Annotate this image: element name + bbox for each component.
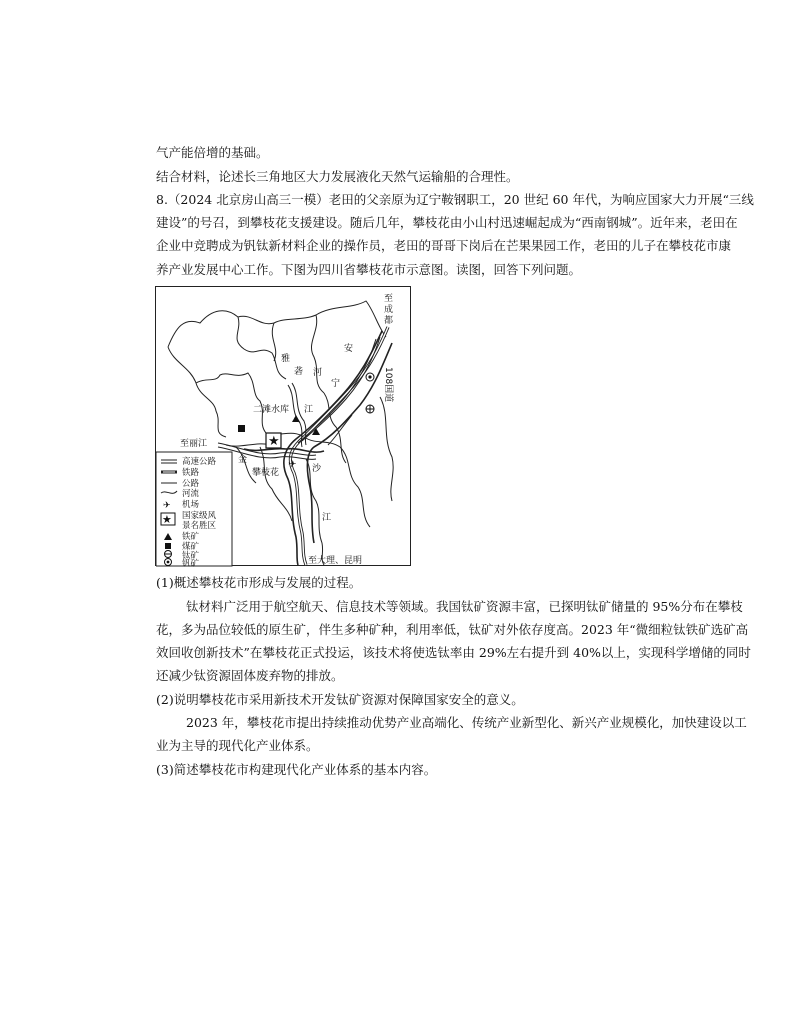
paragraph-line: 2023 年，攀枝花市提出持续推动优势产业高端化、传统产业新型化、新兴产业规模化，加快建设以工 bbox=[186, 715, 747, 730]
map-label-road-108: 108国道 bbox=[383, 367, 393, 403]
question-8-line: 企业中竞聘成为钒钛新材料企业的操作员，老田的哥哥下岗后在芒果果园工作，老田的儿子在攀枝花市康 bbox=[156, 238, 732, 253]
legend-railway: 铁路 bbox=[182, 468, 200, 478]
map-label-to-lijiang: 至丽江 bbox=[180, 439, 208, 449]
map-label-ertan-reservoir: 二滩水库 bbox=[253, 405, 290, 415]
legend-scenic-area: 国家级风 bbox=[182, 511, 217, 521]
svg-text:✈: ✈ bbox=[163, 501, 171, 511]
legend-vanadium-mine: 钒矿 bbox=[182, 559, 200, 567]
map-label-ning: 宁 bbox=[331, 379, 341, 389]
legend-scenic-area-2: 景名胜区 bbox=[182, 521, 217, 531]
map-label-he: 河 bbox=[313, 368, 323, 378]
paragraph-line: 花，多为品位较低的原生矿，伴生多种矿种，利用率低，钛矿对外依存度高。2023 年“微细粒钛铁矿选矿高 bbox=[156, 622, 749, 637]
map-label-jin: 金 bbox=[238, 455, 248, 465]
map-label-chengdu: 都 bbox=[384, 316, 394, 326]
airport-icon: ✈ bbox=[288, 459, 297, 470]
text-line: 气产能倍增的基础。 bbox=[156, 145, 269, 160]
map-label-ya: 雅 bbox=[281, 354, 291, 364]
map-label-sha: 沙 bbox=[312, 464, 322, 474]
legend-road: 公路 bbox=[182, 479, 200, 489]
svg-text:★: ★ bbox=[162, 513, 172, 526]
legend-expressway: 高速公路 bbox=[182, 457, 217, 467]
paragraph-line: 业为主导的现代化产业体系。 bbox=[156, 738, 319, 753]
map-label-to-dali: 至大理、昆明 bbox=[308, 556, 363, 566]
iron-mine-icon bbox=[292, 415, 300, 422]
question-8-line: 养产业发展中心工作。下图为四川省攀枝花市示意图。读图，回答下列问题。 bbox=[156, 262, 582, 277]
text-line: 结合材料，论述长三角地区大力发展液化天然气运输船的合理性。 bbox=[156, 169, 519, 184]
map-label-jiang: 江 bbox=[304, 405, 314, 415]
legend-airport: 机场 bbox=[182, 500, 200, 510]
sub-question-2: (2)说明攀枝花市采用新技术开发钛矿资源对保障国家安全的意义。 bbox=[156, 692, 524, 707]
sub-question-3: (3)简述攀枝花市构建现代化产业体系的基本内容。 bbox=[156, 762, 437, 777]
legend-titanium-mine: 钛矿 bbox=[182, 551, 200, 561]
paragraph-line: 效回收创新技术”在攀枝花正式投运，该技术将使选钛率由 29%左右提升到 40%以上，实现科学增储的同时 bbox=[156, 645, 751, 660]
panzhihua-map bbox=[155, 286, 411, 566]
legend-coal-mine: 煤矿 bbox=[182, 542, 200, 552]
question-8-line: 建设”的号召，到攀枝花支援建设。随后几年，攀枝花由小山村迅速崛起成为“西南钢城”。近年来，老田在 bbox=[156, 215, 738, 230]
coal-mine-icon bbox=[238, 425, 245, 432]
sub-question-1: (1)概述攀枝花市形成与发展的过程。 bbox=[156, 575, 362, 590]
map-label-long: 砻 bbox=[294, 367, 304, 377]
legend-iron-mine: 铁矿 bbox=[182, 532, 200, 542]
map-label-jiang-2: 江 bbox=[322, 513, 332, 523]
svg-text:★: ★ bbox=[268, 434, 280, 449]
paragraph-line: 钛材料广泛用于航空航天、信息技术等领域。我国钛矿资源丰富，已探明钛矿储量的 95%分布在攀枝 bbox=[186, 599, 743, 614]
svg-text:至: 至 bbox=[384, 294, 394, 304]
question-8-line: 8.（2024 北京房山高三一模）老田的父亲原为辽宁鞍钢职工，20 世纪 60 年代，为响应国家大力开展“三线 bbox=[156, 192, 754, 207]
paragraph-line: 还减少钛资源固体废弃物的排放。 bbox=[156, 668, 344, 683]
map-label-an: 安 bbox=[344, 344, 354, 354]
svg-text:成: 成 bbox=[384, 305, 394, 315]
map-label-panzhihua: 攀枝花 bbox=[252, 468, 280, 478]
legend-river: 河流 bbox=[182, 489, 200, 499]
